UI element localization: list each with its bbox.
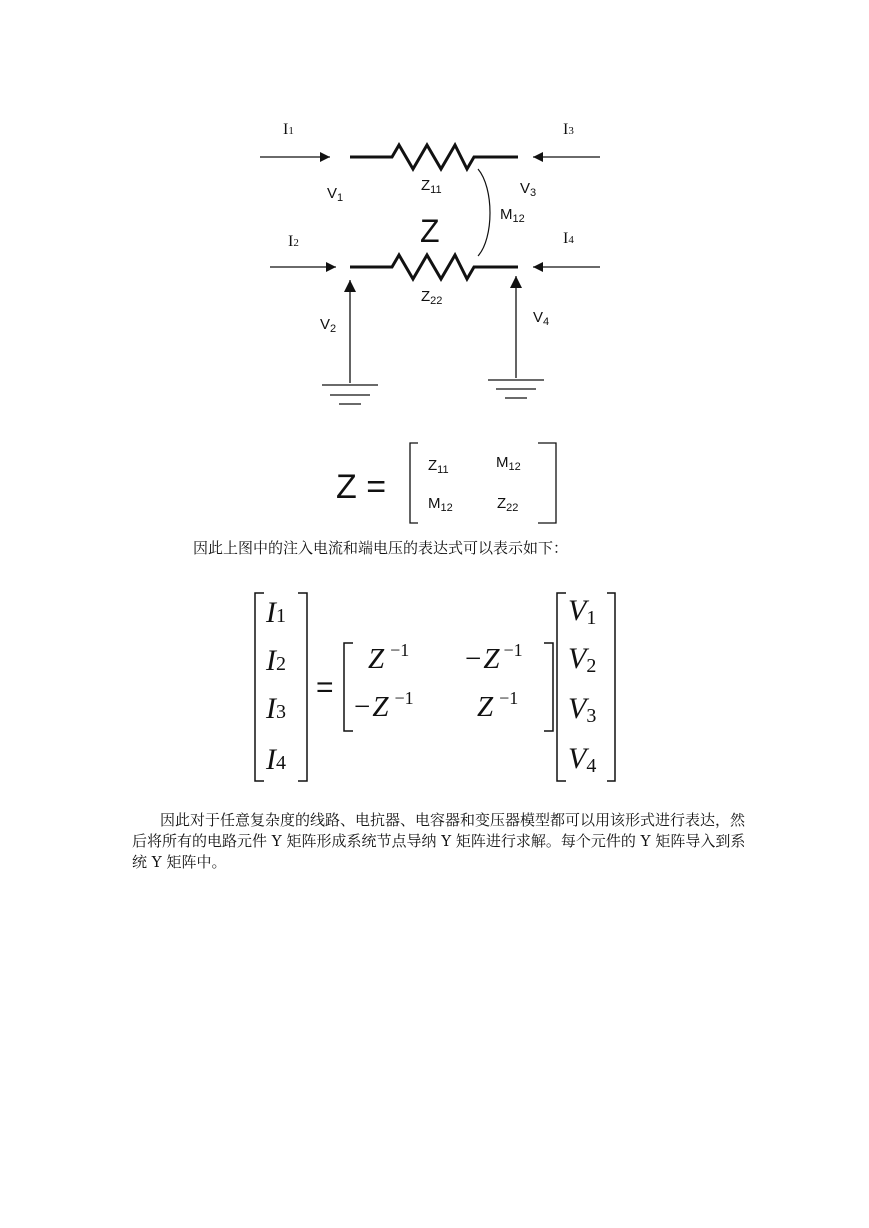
z-matrix-cell-m12-top: $M_{12}$ xyxy=(496,454,521,473)
label-z-center: Z xyxy=(420,213,440,249)
ground-right xyxy=(488,380,544,398)
label-v3: $V_3$ xyxy=(520,180,537,199)
label-v1: $V_1$ xyxy=(327,185,344,204)
vec-v2: V2 xyxy=(568,642,597,677)
left-vector-bracket-l xyxy=(255,593,264,781)
label-m12: $M_{12}$ xyxy=(500,206,525,225)
vec-i1: I1 xyxy=(266,596,286,629)
resistor-z22 xyxy=(350,255,518,279)
label-z11: $Z_{11}$ xyxy=(421,177,442,196)
label-i2: I2 xyxy=(288,233,299,250)
label-i3: I3 xyxy=(563,121,574,138)
z-matrix-cell-z11: $Z_{11}$ xyxy=(428,457,449,476)
z-matrix xyxy=(336,443,556,523)
z-matrix-left-bracket xyxy=(410,443,418,523)
label-i1: I1 xyxy=(283,121,294,138)
matrix-cell-11: Z $^{-1}$ xyxy=(368,640,410,675)
label-v4: $V_4$ xyxy=(533,309,550,328)
right-vector-bracket-r xyxy=(607,593,615,781)
vec-i2: I2 xyxy=(266,644,286,677)
label-z22: $Z_{22}$ xyxy=(421,288,443,307)
paragraph-intro: 因此上图中的注入电流和端电压的表达式可以表示如下： xyxy=(193,539,569,557)
matrix-bracket-r xyxy=(544,643,553,731)
z-matrix-lhs: Z = xyxy=(336,468,387,506)
matrix-cell-21: −Z $^{-1}$ xyxy=(354,688,414,723)
y-equation-text xyxy=(265,594,596,777)
circuit-labels xyxy=(283,121,574,335)
vec-v1: V1 xyxy=(568,594,597,629)
resistor-z11 xyxy=(350,145,518,169)
ground-left xyxy=(322,385,378,404)
mutual-coupling-arc xyxy=(478,169,490,256)
matrix-bracket-l xyxy=(344,643,353,731)
vec-v4: V4 xyxy=(568,742,597,777)
right-vector-bracket-l xyxy=(557,593,566,781)
z-matrix-cell-z22: $Z_{22}$ xyxy=(497,495,519,514)
left-vector-bracket-r xyxy=(298,593,307,781)
y-equation xyxy=(255,593,615,781)
matrix-cell-12: −Z $^{-1}$ xyxy=(465,640,523,675)
matrix-cell-22: Z $^{-1}$ xyxy=(477,688,519,723)
label-v2: $V_2$ xyxy=(320,316,337,335)
vec-v3: V3 xyxy=(568,692,597,727)
vec-i4: I4 xyxy=(266,743,286,776)
paragraph-body: 因此对于任意复杂度的线路、电抗器、电容器和变压器模型都可以用该形式进行表达，然后将所有的电路元件 Y 矩阵形成系统节点导纳 Y 矩阵进行求解。每个元件的 Y 矩阵导入到系统 Y 矩阵中。 xyxy=(132,811,746,871)
equals-sign: = xyxy=(316,671,334,704)
label-i4: I4 xyxy=(563,230,574,247)
z-matrix-cell-m12-bottom: $M_{12}$ xyxy=(428,495,453,514)
vec-i3: I3 xyxy=(266,692,286,725)
z-matrix-right-bracket xyxy=(538,443,556,523)
